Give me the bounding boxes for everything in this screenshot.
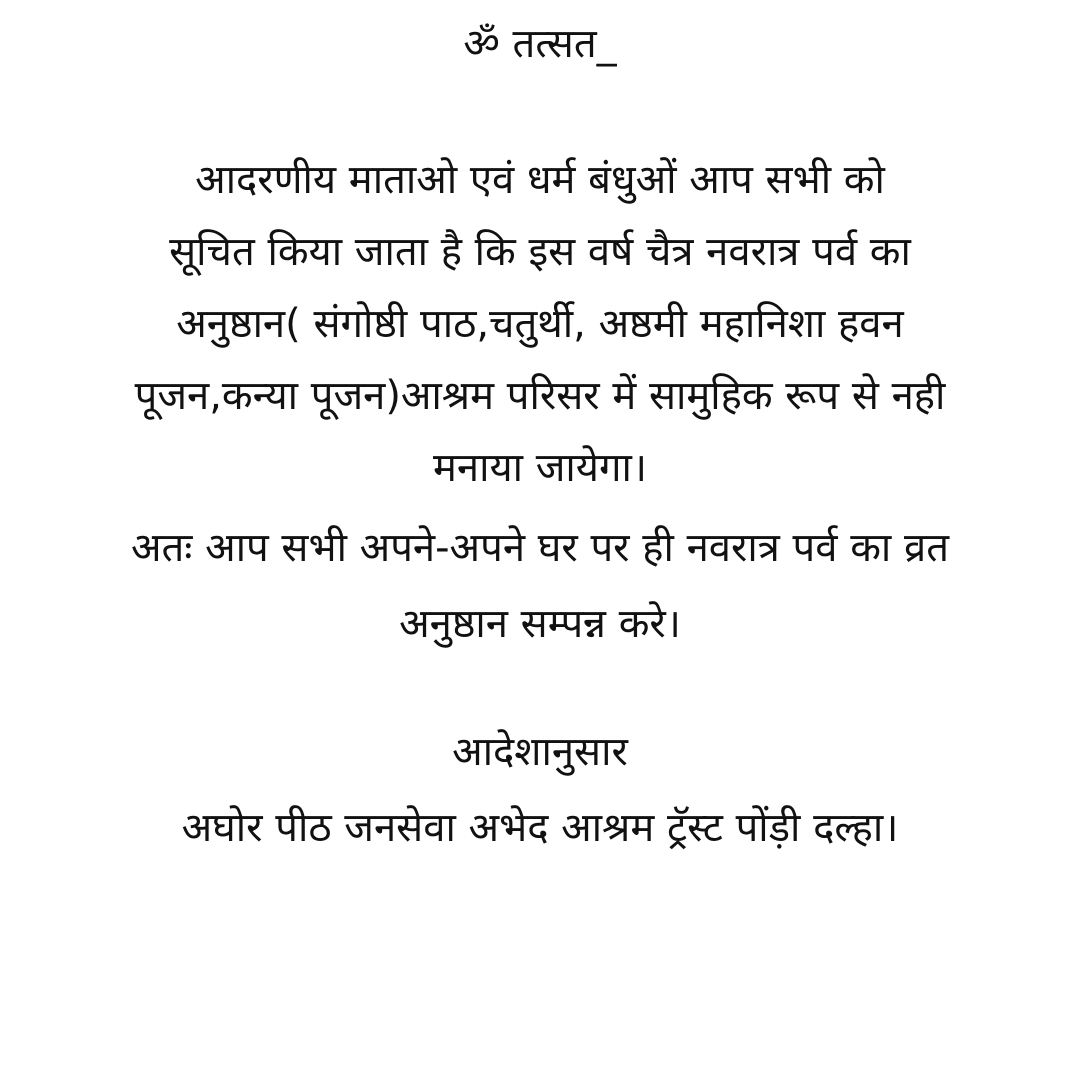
paragraph-line: अनुष्ठान( संगोष्ठी पाठ,चतुर्थी, अष्ठमी महानिशा हवन xyxy=(176,301,904,347)
organization-name: अघोर पीठ जनसेवा अभेद आश्रम ट्रॅस्ट पोंड़ी दल्हा। xyxy=(181,805,899,851)
paragraph-line: सूचित किया जाता है कि इस वर्ष चैत्र नवरात्र पर्व का xyxy=(169,229,911,275)
paragraph-line: मनाया जायेगा। xyxy=(432,445,648,491)
paragraph-line: आदरणीय माताओ एवं धर्म बंधुओं आप सभी को xyxy=(195,157,885,203)
order-label: आदेशानुसार xyxy=(452,729,628,775)
paragraph-line: पूजन,कन्या पूजन)आश्रम परिसर में सामुहिक रूप से नही xyxy=(134,373,946,419)
paragraph-line: अनुष्ठान सम्पन्न करे। xyxy=(399,601,681,647)
paragraph-line: अतः आप सभी अपने-अपने घर पर ही नवरात्र पर्व का व्रत xyxy=(130,525,950,571)
notice-heading: ॐ तत्सत_ xyxy=(463,21,617,67)
